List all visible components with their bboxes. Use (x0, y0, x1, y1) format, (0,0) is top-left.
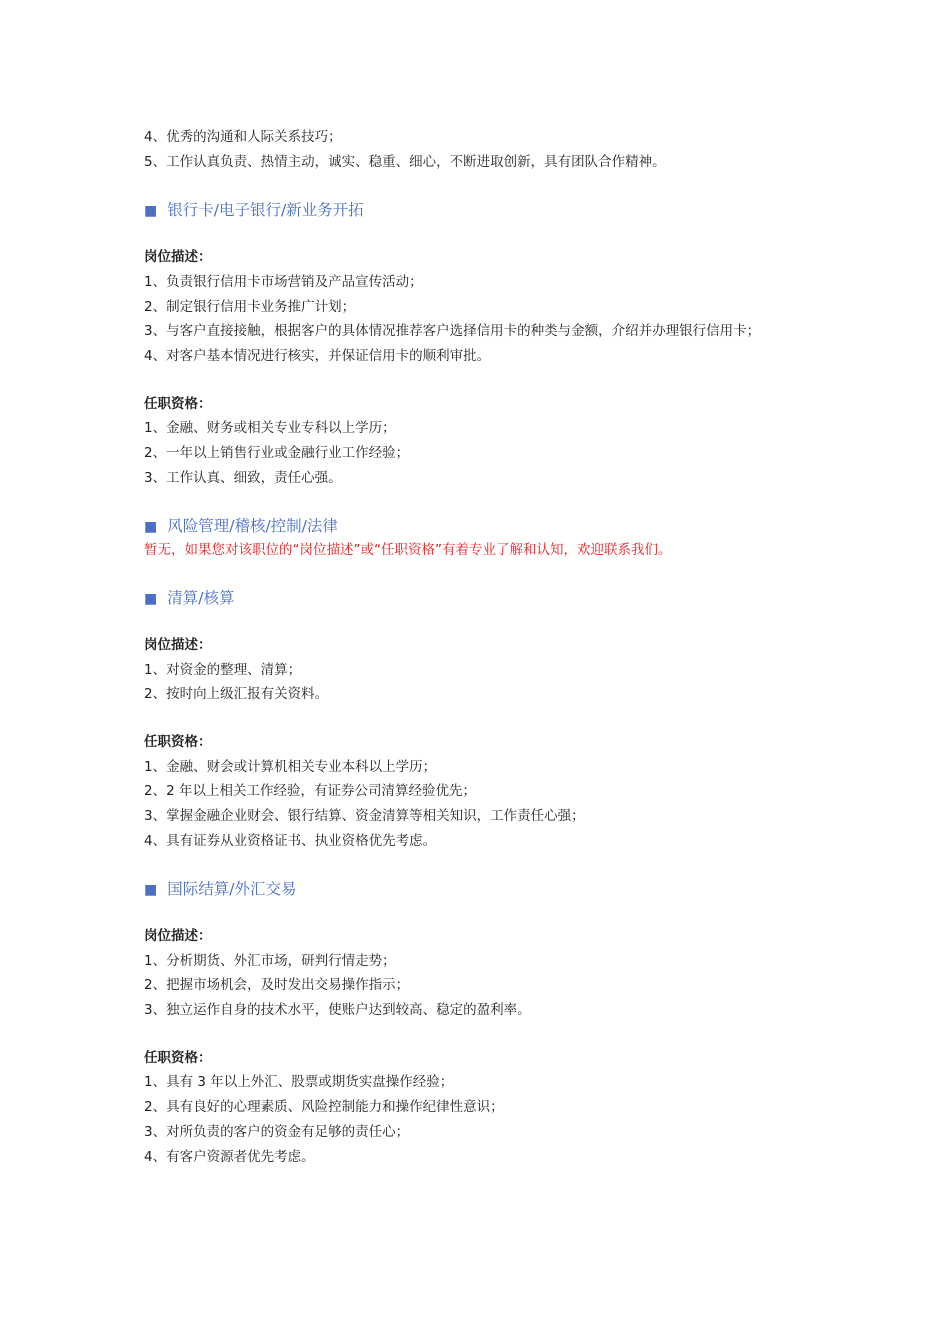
list-item: 4、有客户资源者优先考虑。 (144, 1149, 315, 1165)
list-item: 2、2 年以上相关工作经验，有证券公司清算经验优先； (144, 783, 476, 799)
list-item: 4、具有证券从业资格证书、执业资格优先考虑。 (144, 833, 437, 849)
list-item: 1、具有 3 年以上外汇、股票或期货实盘操作经验； (144, 1074, 454, 1090)
notice-text: 暂无，如果您对该职位的“岗位描述”或“任职资格”有着专业了解和认知，欢迎联系我们。 (144, 542, 672, 558)
section-title: 风险管理/稽核/控制/法律 (167, 517, 338, 535)
square-bullet-icon: ■ (144, 591, 158, 607)
list-item: 1、分析期货、外汇市场，研判行情走势； (144, 953, 396, 969)
job-description-label: 岗位描述： (144, 637, 212, 653)
list-item: 3、独立运作自身的技术水平，使账户达到较高、稳定的盈利率。 (144, 1002, 531, 1018)
list-item: 1、金融、财务或相关专业专科以上学历； (144, 420, 396, 436)
job-requirements-label: 任职资格： (144, 734, 212, 750)
section-heading (144, 878, 296, 901)
job-requirements-label: 任职资格： (144, 396, 212, 412)
list-item: 2、制定银行信用卡业务推广计划； (144, 299, 356, 315)
list-item: 2、具有良好的心理素质、风险控制能力和操作纪律性意识； (144, 1099, 504, 1115)
list-item: 1、负责银行信用卡市场营销及产品宣传活动； (144, 274, 423, 290)
list-item: 4、优秀的沟通和人际关系技巧； (144, 129, 342, 145)
section-heading (144, 587, 234, 610)
list-item: 2、一年以上销售行业或金融行业工作经验； (144, 445, 410, 461)
section-title: 清算/核算 (167, 589, 235, 607)
list-item: 5、工作认真负责、热情主动，诚实、稳重、细心，不断进取创新，具有团队合作精神。 (144, 154, 666, 170)
list-item: 3、对所负责的客户的资金有足够的责任心； (144, 1124, 410, 1140)
list-item: 2、把握市场机会，及时发出交易操作指示； (144, 977, 410, 993)
list-item: 3、掌握金融企业财会、银行结算、资金清算等相关知识，工作责任心强； (144, 808, 585, 824)
section-heading (144, 199, 364, 222)
job-description-label: 岗位描述： (144, 249, 212, 265)
list-item: 3、与客户直接接触，根据客户的具体情况推荐客户选择信用卡的种类与金额，介绍并办理银行信用卡； (144, 323, 761, 339)
list-item: 2、按时向上级汇报有关资料。 (144, 686, 329, 702)
list-item: 3、工作认真、细致，责任心强。 (144, 470, 342, 486)
section-title: 银行卡/电子银行/新业务开拓 (167, 201, 364, 219)
square-bullet-icon: ■ (144, 882, 158, 898)
square-bullet-icon: ■ (144, 519, 158, 535)
job-requirements-label: 任职资格： (144, 1050, 212, 1066)
list-item: 1、对资金的整理、清算； (144, 662, 302, 678)
job-description-label: 岗位描述： (144, 928, 212, 944)
section-title: 国际结算/外汇交易 (167, 880, 297, 898)
section-heading (144, 515, 338, 538)
list-item: 4、对客户基本情况进行核实，并保证信用卡的顺利审批。 (144, 348, 491, 364)
list-item: 1、金融、财会或计算机相关专业本科以上学历； (144, 759, 437, 775)
square-bullet-icon: ■ (144, 203, 158, 219)
